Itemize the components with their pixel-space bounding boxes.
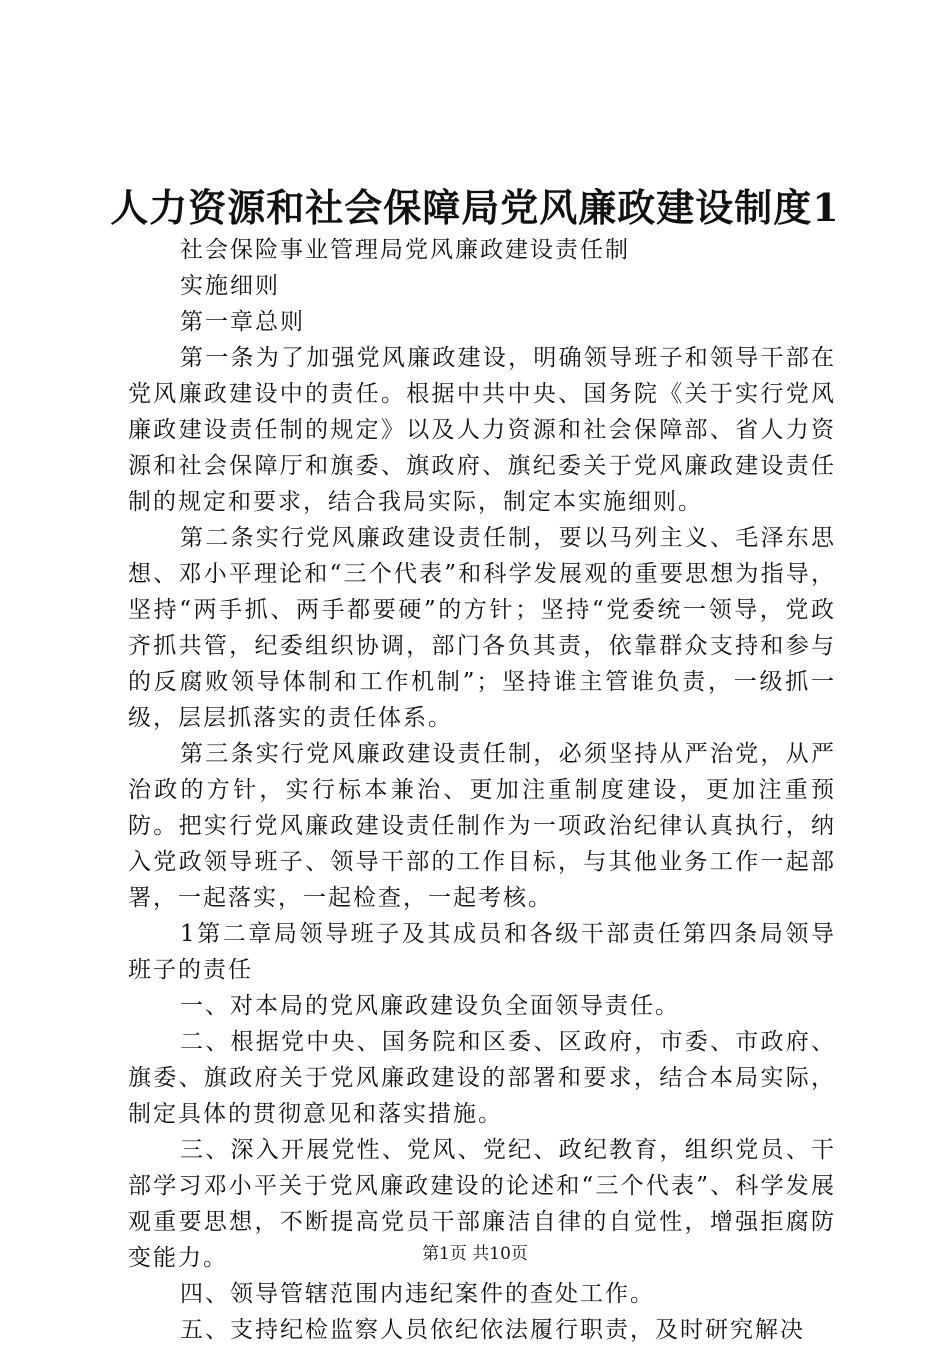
document-body — [128, 232, 836, 1348]
list-item-3: 三、深入开展党性、党风、党纪、政纪教育，组织党员、干部学习邓小平关于党风廉政建设的论述和“三个代表”、科学发展观重要思想，不断提高党员干部廉洁自律的自觉性，增强拒腐防变能力。 — [128, 1137, 836, 1271]
document-title: 人力资源和社会保障局党风廉政建设制度1 — [110, 185, 840, 230]
list-item-5: 五、支持纪检监察人员依纪依法履行职责，及时研究解决 — [180, 1317, 805, 1343]
list-item-2: 二、根据党中央、国务院和区委、区政府，市委、市政府、旗委、旗政府关于党风廉政建设的部署和要求，结合本局实际，制定具体的贯彻意见和落实措施。 — [128, 1029, 836, 1127]
subtitle-line-2: 实施细则 — [180, 273, 280, 299]
chapter-2-heading: 1第二章局领导班子及其成员和各级干部责任第四条局领导班子的责任 — [128, 921, 836, 983]
list-item-4: 四、领导管辖范围内违纪案件的查处工作。 — [180, 1281, 655, 1307]
subtitle-line-1: 社会保险事业管理局党风廉政建设责任制 — [180, 237, 630, 263]
article-3: 第三条实行党风廉政建设责任制，必须坚持从严治党，从严治政的方针，实行标本兼治、更加注重制度建设，更加注重预防。把实行党风廉政建设责任制作为一项政治纪律认真执行，纳入党政领导班子、领导干部的工作目标，与其他业务工作一起部署，一起落实，一起检查，一起考核。 — [128, 741, 836, 911]
chapter-heading: 第一章总则 — [180, 309, 305, 335]
page-number-footer: 第1页 共10页 — [422, 1244, 528, 1264]
article-1: 第一条为了加强党风廉政建设，明确领导班子和领导干部在党风廉政建设中的责任。根据中共中央、国务院《关于实行党风廉政建设责任制的规定》以及人力资源和社会保障部、省人力资源和社会保障厅和旗委、旗政府、旗纪委关于党风廉政建设责任制的规定和要求，结合我局实际，制定本实施细则。 — [128, 345, 836, 515]
list-item-1: 一、对本局的党风廉政建设负全面领导责任。 — [180, 993, 680, 1019]
article-2: 第二条实行党风廉政建设责任制，要以马列主义、毛泽东思想、邓小平理论和“三个代表”和科学发展观的重要思想为指导，坚持“两手抓、两手都要硬”的方针；坚持“党委统一领导，党政齐抓共管，纪委组织协调，部门各负其责，依靠群众支持和参与的反腐败领导体制和工作机制”；坚持谁主管谁负责，一级抓一级，层层抓落实的责任体系。 — [128, 525, 836, 731]
